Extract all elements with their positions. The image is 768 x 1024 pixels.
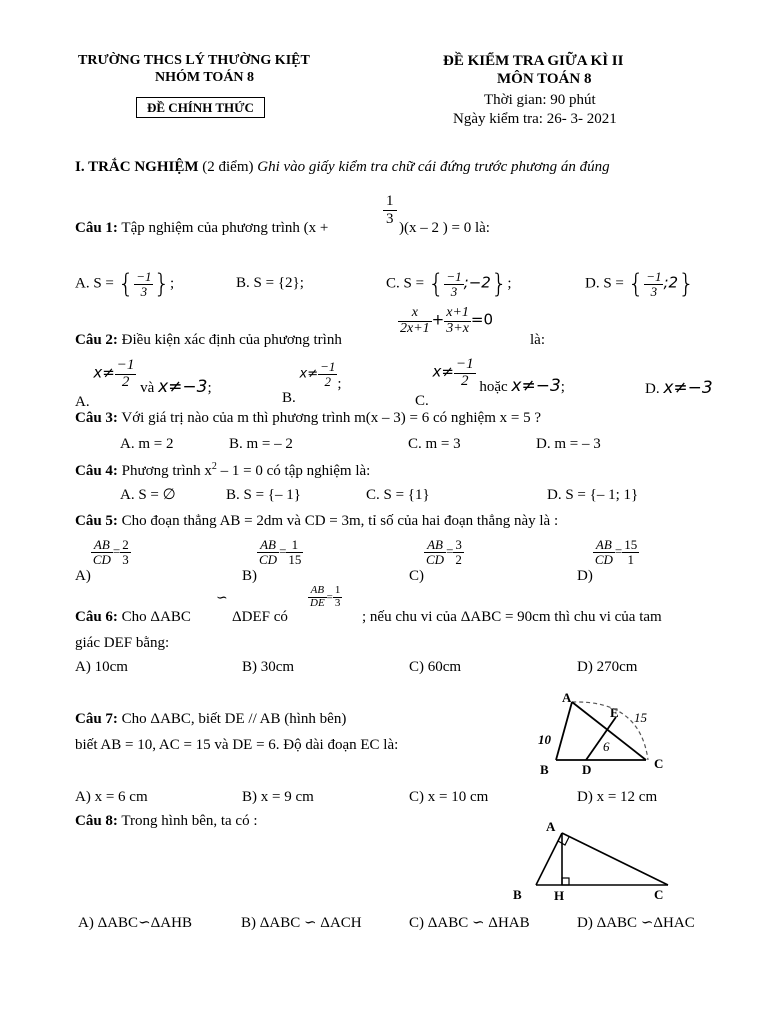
q6-option-a[interactable]: A) 10cm [75,659,128,675]
q7-option-c[interactable]: C) x = 10 cm [409,789,489,805]
segment-ab [536,833,562,885]
option-label: D) [577,567,593,584]
q4-option-d[interactable]: D. S = {– 1; 1} [547,487,639,503]
point-d: D [582,762,592,777]
official-badge: ĐỀ CHÍNH THỨC [136,97,265,118]
fraction: $\frac{-1}{2}$ [455,356,474,389]
q4-stem [75,462,370,479]
question-label: Câu 1: [75,220,118,236]
fraction: $\frac{-1}{3}$ [446,269,462,299]
school-name: TRƯỜNG THCS LÝ THƯỜNG KIỆT [78,53,310,68]
q8-stem [75,814,258,829]
option-label: D. S = [585,275,624,292]
q5-text: Cho đoạn thẳng AB = 2dm và CD = 3m, tỉ số của hai đoạn thẳng này là : [121,513,559,529]
option-label: B) [242,567,257,584]
math-expr: x≠−3 [158,376,208,397]
q4-option-b[interactable]: B. S = {– 1} [226,487,301,503]
set-value: {2} [277,275,300,291]
q6-option-c[interactable]: C) 60cm [409,659,462,675]
segment-ab [556,702,572,760]
question-label: Câu 4: [75,463,118,479]
q3-option-b[interactable]: B. m = – 2 [229,436,293,452]
question-label: Câu 6: [75,609,118,625]
conjunction: hoặc [479,378,508,395]
q1-frac-num: 1 [383,193,397,211]
q1-fraction [383,193,397,227]
fraction: $\frac{1}{15}$ [288,537,302,567]
q1-option-a[interactable]: A. S = { $\frac{-1}{3}$ }; [75,269,175,300]
section-points: (2 điểm) [202,159,254,175]
section-title: I. TRẮC NGHIỆM [75,159,199,175]
option-label: D. [645,381,660,397]
option-label: A. S = [75,275,114,292]
brace-right: } [490,269,508,300]
q4-option-c[interactable]: C. S = {1} [366,487,430,503]
section-instruction: Ghi vào giấy kiểm tra chữ cái đứng trước phương án đúng [257,159,610,175]
option-label: B. [282,389,296,406]
fraction: $\frac{-1}{3}$ [646,269,662,299]
q3-text: Với giá trị nào của m thì phương trình m(x – 3) = 6 có nghiệm x = 5 ? [121,410,541,426]
exam-duration: Thời gian: 90 phút [484,92,596,108]
q6-text-d: giác DEF bằng: [75,635,170,651]
q2-text: Điều kiện xác định của phương trình [121,332,342,348]
option-label: A) [75,567,91,584]
similar-symbol: ∽ [216,591,228,606]
exam-subject: MÔN TOÁN 8 [497,71,592,87]
q6-ratio: $\frac{AB}{DE}$ = $\frac{1}{3}$ [310,584,341,609]
q1-text-a: Tập nghiệm của phương trình (x + [121,220,329,236]
q8-option-d[interactable]: D) ΔABC ∽ΔHAC [577,915,695,931]
q3-stem [75,411,541,426]
math-expr: x≠−3 [663,378,713,398]
option-label: C. [415,392,429,409]
q3-option-d[interactable]: D. m = – 3 [536,436,601,452]
label-15: 15 [634,710,647,725]
fraction: $\frac{AB}{CD}$ [92,537,111,567]
point-a: A [546,819,556,834]
segment-de [586,717,616,760]
math-expr: x≠ [432,362,454,381]
q7-option-b[interactable]: B) x = 9 cm [242,789,314,805]
q2-option-c[interactable]: C. x≠ $\frac{-1}{2}$ hoặc x≠−3; [415,356,565,409]
q7-figure [530,690,700,780]
q2-option-b[interactable]: B. x≠ $\frac{-1}{2}$ ; [282,359,342,406]
point-c: C [654,887,664,902]
q2-option-d[interactable] [645,380,713,397]
question-label: Câu 5: [75,513,118,529]
exam-title: ĐỀ KIỂM TRA GIỮA KÌ II [443,53,624,69]
q1-option-d[interactable] [585,270,695,298]
label-6: 6 [603,739,610,754]
q1-option-c[interactable]: C. S = { $\frac{-1}{3}$ ;−2}; [386,269,512,300]
point-c: C [654,756,664,771]
q8-option-c[interactable]: C) ΔABC ∽ ΔHAB [409,915,530,931]
q7-option-d[interactable]: D) x = 12 cm [577,789,658,805]
math-expr: x≠ [299,366,319,382]
set-tail: ;2 [663,273,679,292]
point-b: B [513,887,522,902]
fraction: $\frac{AB}{CD}$ [594,537,613,567]
fraction: $\frac{AB}{DE}$ [310,584,325,609]
segment-ac [562,833,668,885]
q6-text-a: Cho ΔABC [121,609,191,625]
q6-text-b: ΔDEF có [232,609,288,625]
q7-text2: biết AB = 10, AC = 15 và DE = 6. Độ dài đoạn EC là: [75,737,399,753]
point-b: B [540,762,549,777]
fraction: $\frac{AB}{CD}$ [426,537,445,567]
fraction: $\frac{15}{1}$ [624,537,638,567]
label-10: 10 [538,732,551,747]
fraction: $\frac{1}{3}$ [334,584,341,609]
brace-left: { [117,269,135,300]
q1-stem [75,221,328,236]
fraction: $\frac{3}{2}$ [455,537,462,567]
exam-date: Ngày kiểm tra: 26- 3- 2021 [453,111,617,127]
q6-text-c: ; nếu chu vi của ΔABC = 90cm thì chu vi của tam [362,609,662,625]
q5-option-b[interactable]: B) $\frac{AB}{CD}$ = $\frac{1}{15}$ [242,537,302,584]
q4-option-a[interactable]: A. S = ∅ [120,487,176,503]
q2-equation: $\frac{x}{2x+1}$ + $\frac{x+1}{3+x}$ =0 [400,305,494,336]
option-label: A. [75,393,90,410]
fraction: $\frac{-1}{2}$ [116,357,135,390]
q7-option-a[interactable]: A) x = 6 cm [75,789,148,805]
q7-stem [75,712,346,727]
right-angle-h [562,878,569,885]
question-label: Câu 2: [75,332,118,348]
q5-option-c[interactable]: C) $\frac{AB}{CD}$ = $\frac{3}{2}$ [409,537,462,584]
math-expr: x≠ [93,363,115,382]
fraction: $\frac{x}{2x+1}$ [400,305,430,336]
question-label: Câu 7: [75,711,118,727]
point-h: H [554,888,565,903]
set-tail: ;−2 [463,273,491,292]
q3-option-c[interactable]: C. m = 3 [408,436,461,452]
q6-option-d[interactable]: D) 270cm [577,659,638,675]
conjunction: và [140,379,155,396]
q2-tail: là: [530,332,545,348]
q4-text-b: – 1 = 0 có tập nghiệm là: [216,463,371,479]
brace-left: { [627,269,645,300]
q5-option-d[interactable]: D) $\frac{AB}{CD}$ = $\frac{15}{1}$ [577,537,638,584]
q8-option-b[interactable]: B) ΔABC ∽ ΔACH [241,915,362,931]
q8-text: Trong hình bên, ta có : [121,813,258,829]
section-heading [75,160,610,175]
question-label: Câu 8: [75,813,118,829]
fraction: $\frac{2}{3}$ [122,537,129,567]
fraction: $\frac{-1}{2}$ [320,359,336,389]
brace-right: } [153,269,171,300]
group-name: NHÓM TOÁN 8 [155,70,255,85]
fraction: $\frac{-1}{3}$ [136,269,152,299]
q1-option-b[interactable]: B. S = {2}; [236,275,304,291]
point-e: E [610,705,619,720]
q8-figure [510,815,680,905]
fraction: $\frac{AB}{CD}$ [259,537,278,567]
q2-option-a[interactable]: A. x≠ $\frac{-1}{2}$ và x≠−3; [75,357,212,410]
q1-text-b: )(x – 2 ) = 0 là: [399,220,490,236]
q2-stem [75,333,342,348]
q5-stem [75,514,558,529]
q4-sup: 2 [211,461,217,472]
q3-option-a[interactable]: A. m = 2 [120,436,174,452]
q7-text1: Cho ΔABC, biết DE // AB (hình bên) [121,711,347,727]
q8-option-a[interactable]: A) ΔABC∽ΔAHB [78,915,192,931]
point-a: A [562,690,572,705]
brace-right: } [678,269,695,300]
option-label: C) [409,567,424,584]
q6-stem [75,610,191,625]
brace-left: { [427,269,445,300]
q4-text-a: Phương trình x [121,463,212,479]
q6-option-b[interactable]: B) 30cm [242,659,295,675]
fraction: $\frac{x+1}{3+x}$ [446,305,469,336]
q1-frac-den: 3 [386,210,394,227]
option-label: B. S = [236,275,275,291]
q5-option-a[interactable]: A) $\frac{AB}{CD}$ = $\frac{2}{3}$ [75,537,129,584]
option-label: C. S = [386,275,425,292]
math-expr: x≠−3 [511,375,561,396]
question-label: Câu 3: [75,410,118,426]
